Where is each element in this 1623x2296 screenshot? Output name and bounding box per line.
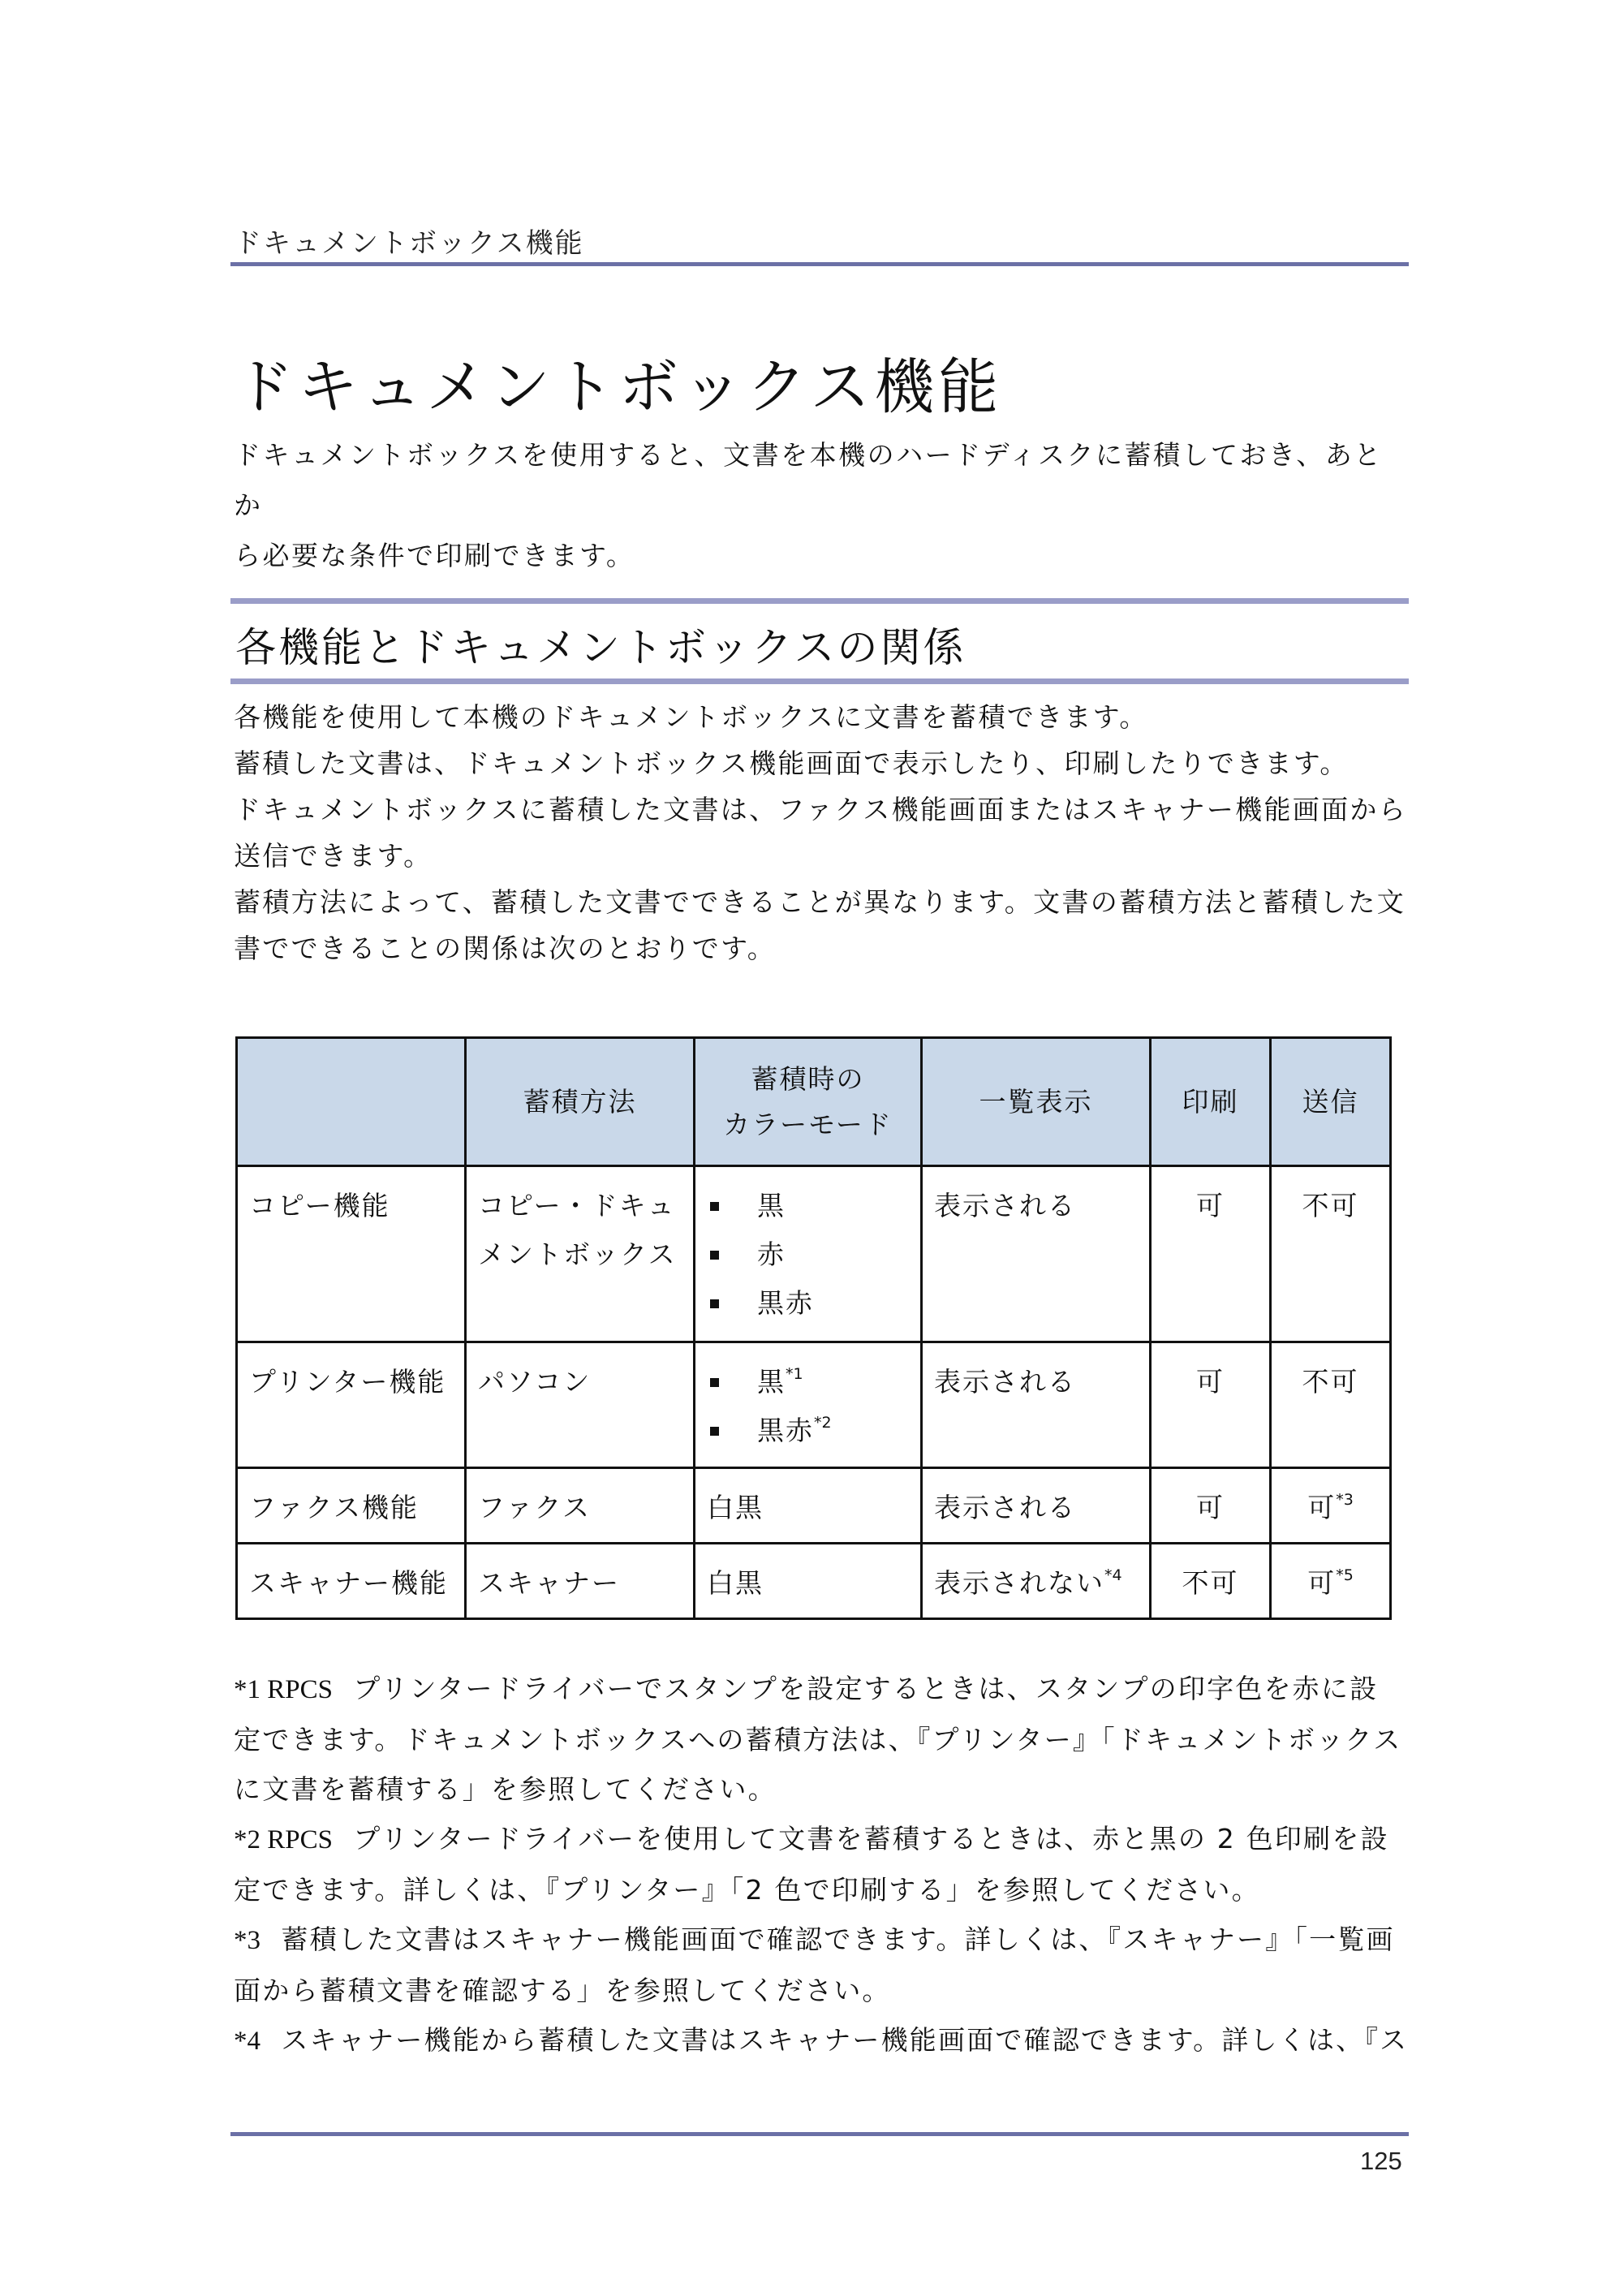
- body-line: 蓄積した文書は、ドキュメントボックス機能画面で表示したり、印刷したりできます。: [234, 747, 1349, 779]
- send-text: 可: [1307, 1567, 1337, 1599]
- page-number: 125: [1360, 2147, 1402, 2175]
- color-mode-cell: 白黒: [695, 1544, 922, 1619]
- list-display-cell: [922, 1544, 1151, 1619]
- footnote-line: 定できます。ドキュメントボックスへの蓄積方法は、『プリンター』「ドキュメントボックス: [234, 1724, 1402, 1755]
- color-mode-cell: 白黒: [695, 1468, 922, 1544]
- footnote-mark: *3: [234, 1926, 260, 1955]
- method-line: コピー・ドキュ: [478, 1190, 676, 1221]
- header-cell-color-mode: [695, 1038, 922, 1166]
- list-display-cell: 表示される: [922, 1166, 1151, 1342]
- send-text: 可: [1307, 1492, 1337, 1523]
- table-row: [237, 1468, 1391, 1544]
- send-cell: 不可: [1271, 1166, 1391, 1342]
- footnote-line: 定できます。詳しくは、『プリンター』「2 色で印刷する」を参照してください。: [234, 1874, 1260, 1906]
- list-display-cell: 表示される: [922, 1342, 1151, 1468]
- table-row: [237, 1544, 1391, 1619]
- section-heading-box: [230, 598, 1409, 684]
- body-line: 送信できます。: [234, 840, 433, 872]
- send-cell: [1271, 1468, 1391, 1544]
- section-title: 各機能とドキュメントボックスの関係: [235, 624, 966, 671]
- page-title: ドキュメントボックス機能: [234, 352, 1003, 422]
- footnote-line: に文書を蓄積する」を参照してください。: [234, 1773, 777, 1805]
- color-mode-cell: [695, 1166, 922, 1342]
- table-row: [237, 1342, 1391, 1468]
- color-mode-cell: [695, 1342, 922, 1468]
- header-cell-print: 印刷: [1151, 1038, 1271, 1166]
- color-mode-item: [707, 1406, 909, 1455]
- footnote-text: 蓄積した文書はスキャナー機能画面で確認できます。詳しくは、『スキャナー』「一覧画: [281, 1923, 1395, 1955]
- intro-line: ら必要な条件で印刷できます。: [234, 540, 635, 571]
- footnote-marker: *3: [1336, 1491, 1354, 1509]
- footnote-line: [234, 2015, 1410, 2066]
- footnote-mark: *2 RPCS: [234, 1825, 333, 1854]
- send-cell: [1271, 1544, 1391, 1619]
- list-display-cell: 表示される: [922, 1468, 1151, 1544]
- table-row: [237, 1166, 1391, 1342]
- function-cell: ファクス機能: [237, 1468, 466, 1544]
- footnote-line: [234, 1814, 1410, 1865]
- function-cell: プリンター機能: [237, 1342, 466, 1468]
- table-header-row: [237, 1038, 1391, 1166]
- print-cell: 可: [1151, 1342, 1271, 1468]
- print-cell: 不可: [1151, 1544, 1271, 1619]
- footnote-marker: *1: [786, 1365, 803, 1383]
- header-cell-send: 送信: [1271, 1038, 1391, 1166]
- send-cell: 不可: [1271, 1342, 1391, 1468]
- method-cell: ファクス: [466, 1468, 695, 1544]
- section-body: [234, 694, 1410, 971]
- print-cell: 可: [1151, 1166, 1271, 1342]
- footer-rule: [230, 2132, 1409, 2136]
- print-cell: 可: [1151, 1468, 1271, 1544]
- footnote-line: 面から蓄積文書を確認する」を参照してください。: [234, 1975, 891, 2006]
- color-mode-item: [707, 1358, 909, 1406]
- footnote-marker: *2: [814, 1414, 832, 1432]
- function-cell: コピー機能: [237, 1166, 466, 1342]
- header-rule: [230, 262, 1409, 266]
- method-cell: [466, 1166, 695, 1342]
- header-cell-list-display: 一覧表示: [922, 1038, 1151, 1166]
- footnote-text: プリンタードライバーを使用して文書を蓄積するときは、赤と黒の 2 色印刷を設: [353, 1823, 1389, 1854]
- color-mode-item: 黒: [707, 1182, 909, 1230]
- footnote-mark: *4: [234, 2027, 260, 2056]
- intro-paragraph: [234, 430, 1402, 581]
- color-mode-item: 赤: [707, 1230, 909, 1279]
- method-cell: パソコン: [466, 1342, 695, 1468]
- body-line: ドキュメントボックスに蓄積した文書は、ファクス機能画面またはスキャナー機能画面から: [234, 794, 1407, 825]
- footnote-text: プリンタードライバーでスタンプを設定するときは、スタンプの印字色を赤に設: [353, 1673, 1379, 1704]
- body-line: 蓄積方法によって、蓄積した文書でできることが異なります。文書の蓄積方法と蓄積した文: [234, 886, 1406, 918]
- method-line: メントボックス: [478, 1238, 677, 1270]
- function-cell: スキャナー機能: [237, 1544, 466, 1619]
- footnotes: [234, 1664, 1410, 2066]
- body-line: 各機能を使用して本機のドキュメントボックスに文書を蓄積できます。: [234, 701, 1148, 733]
- method-cell: スキャナー: [466, 1544, 695, 1619]
- body-line: 書でできることの関係は次のとおりです。: [234, 933, 777, 964]
- list-display-text: 表示されない: [934, 1567, 1104, 1599]
- header-cell-method: 蓄積方法: [466, 1038, 695, 1166]
- color-mode-item: 黒赤: [707, 1279, 909, 1328]
- footnote-mark: *1 RPCS: [234, 1675, 333, 1704]
- function-relationship-table: [235, 1036, 1392, 1620]
- footnote-marker: *4: [1104, 1566, 1122, 1584]
- header-cell-blank: [237, 1038, 466, 1166]
- running-header: ドキュメントボックス機能: [234, 227, 584, 260]
- header-color-mode-line1: 蓄積時の: [751, 1062, 865, 1095]
- color-mode-text: 黒赤: [757, 1415, 814, 1446]
- footnote-marker: *5: [1336, 1566, 1354, 1584]
- header-color-mode-line2: カラーモード: [723, 1108, 893, 1140]
- footnote-line: [234, 1664, 1410, 1715]
- color-mode-text: 黒: [757, 1366, 786, 1398]
- footnote-text: スキャナー機能から蓄積した文書はスキャナー機能画面で確認できます。詳しくは、『ス: [281, 2024, 1409, 2056]
- intro-line: ドキュメントボックスを使用すると、文書を本機のハードディスクに蓄積しておき、あとか: [234, 439, 1383, 521]
- footnote-line: [234, 1915, 1410, 1966]
